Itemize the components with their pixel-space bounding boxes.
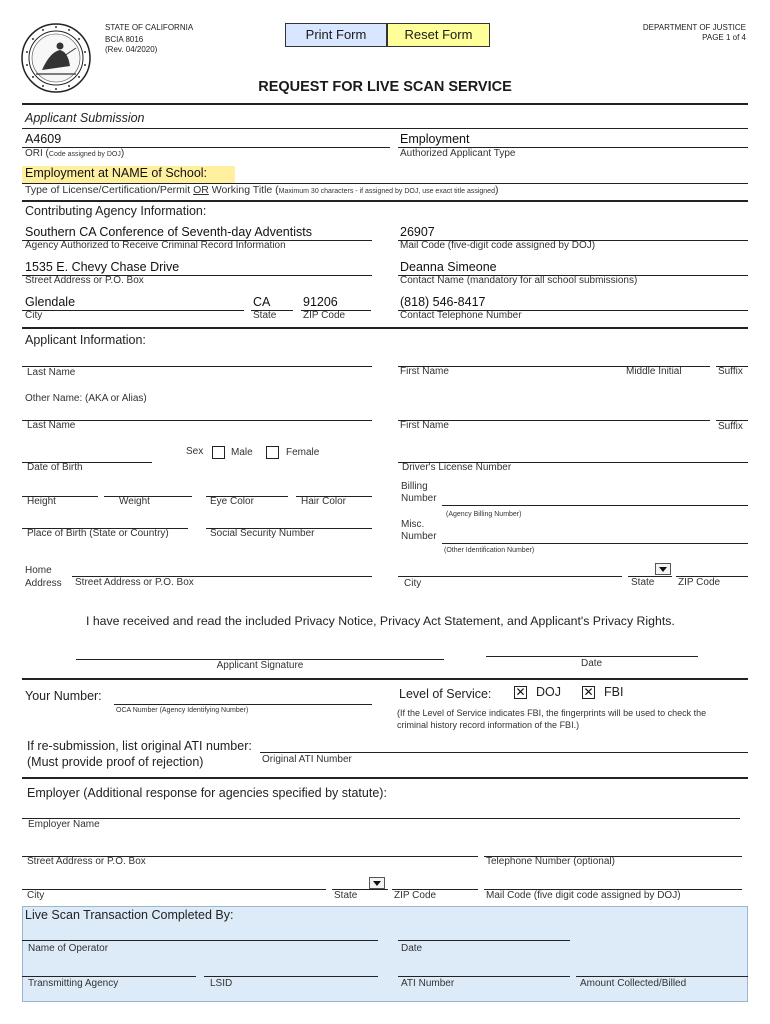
section-divider [22, 678, 748, 680]
home-state-dropdown[interactable] [655, 563, 671, 575]
employer-zip-label: ZIP Code [394, 890, 437, 901]
license-title-field[interactable]: Employment at NAME of School: [22, 166, 235, 183]
oca-note: OCA Number (Agency Identifying Number) [116, 707, 249, 714]
home-city-field[interactable] [398, 576, 622, 577]
signature-label: Applicant Signature [216, 660, 304, 671]
employer-name-field[interactable] [22, 818, 740, 819]
home-street-label: Street Address or P.O. Box [75, 577, 194, 588]
employer-name-label: Employer Name [28, 819, 100, 830]
operator-name-label: Name of Operator [28, 943, 109, 954]
ori-label-end: ) [120, 148, 125, 159]
lsid-field[interactable] [204, 976, 378, 977]
chevron-down-icon [659, 567, 667, 572]
employer-heading: Employer (Additional response for agencies specified by statute): [27, 786, 387, 800]
license-label-end: ) [494, 184, 499, 196]
agency-zip-label: ZIP Code [303, 310, 346, 321]
rule [22, 128, 748, 129]
level-of-service-label: Level of Service: [399, 687, 492, 701]
last-name-label: Last Name [27, 367, 76, 378]
ati-number-label: ATI Number [401, 978, 455, 989]
doj-checkbox[interactable]: ✕ [515, 685, 526, 699]
fbi-label: FBI [604, 685, 624, 699]
license-label-b: Working Title ( [208, 184, 279, 196]
ori-label [25, 148, 124, 159]
place-of-birth-label: Place of Birth (State or Country) [27, 528, 169, 539]
ori-label-text: ORI ( [25, 148, 49, 159]
first-name-label: First Name [400, 366, 449, 377]
resubmission-label-2: (Must provide proof of rejection) [27, 755, 204, 769]
alias-suffix-label: Suffix [718, 421, 743, 432]
form-id: BCIA 8016 [105, 35, 144, 44]
transmitting-agency-label: Transmitting Agency [28, 978, 119, 989]
agency-heading: Contributing Agency Information: [25, 204, 207, 218]
original-ati-field[interactable] [260, 752, 748, 753]
home-city-label: City [404, 578, 422, 589]
agency-name-label: Agency Authorized to Receive Criminal Record Information [25, 240, 286, 251]
alias-last-name-label: Last Name [27, 420, 76, 431]
female-checkbox[interactable] [266, 446, 279, 459]
chevron-down-icon [373, 881, 381, 886]
billing-label-2: Number [401, 493, 437, 504]
billing-number-field[interactable] [442, 505, 748, 506]
agency-city-field[interactable]: Glendale [25, 295, 76, 309]
employer-phone-label: Telephone Number (optional) [486, 856, 615, 867]
contact-name-label: Contact Name (mandatory for all school submissions) [400, 275, 638, 286]
original-ati-label: Original ATI Number [262, 754, 352, 765]
agency-street-field[interactable]: 1535 E. Chevy Chase Drive [25, 260, 180, 274]
mail-code-label: Mail Code (five-digit code assigned by DOJ) [400, 240, 596, 251]
home-address-label-1: Home [25, 565, 52, 576]
dob-label: Date of Birth [27, 462, 83, 473]
fbi-note-2: criminal history record information of the FBI.) [397, 720, 580, 730]
contact-phone-field[interactable]: (818) 546-8417 [400, 295, 486, 309]
section-divider [22, 777, 748, 779]
form-title: REQUEST FOR LIVE SCAN SERVICE [258, 79, 512, 95]
agency-name-field[interactable]: Southern CA Conference of Seventh-day Adventists [25, 225, 312, 239]
fbi-note-1: (If the Level of Service indicates FBI, the fingerprints will be used to check the [397, 708, 707, 718]
eye-color-label: Eye Color [210, 496, 254, 507]
reset-form-button[interactable]: Reset Form [387, 23, 490, 47]
transmitting-agency-field[interactable] [22, 976, 196, 977]
license-label-or: OR [193, 184, 209, 196]
weight-label: Weight [119, 496, 150, 507]
male-checkbox[interactable] [212, 446, 225, 459]
applicant-type-field[interactable]: Employment [400, 132, 470, 146]
mail-code-field[interactable]: 26907 [400, 225, 435, 239]
state-name: STATE OF CALIFORNIA [105, 23, 194, 32]
misc-note: (Other Identification Number) [444, 547, 535, 554]
amount-label: Amount Collected/Billed [580, 978, 687, 989]
live-scan-heading: Live Scan Transaction Completed By: [25, 908, 234, 922]
agency-city-label: City [25, 310, 43, 321]
employer-state-dropdown[interactable] [369, 877, 385, 889]
billing-label-1: Billing [401, 481, 428, 492]
ati-number-field[interactable] [398, 976, 570, 977]
oca-number-field[interactable] [114, 704, 372, 705]
doj-label: DOJ [536, 685, 561, 699]
privacy-statement: I have received and read the included Privacy Notice, Privacy Act Statement, and Applicant's Privacy Rights. [86, 614, 675, 628]
other-name-label: Other Name: (AKA or Alias) [25, 393, 147, 404]
license-label-note: Maximum 30 characters - if assigned by DOJ, use exact title assigned [278, 188, 495, 195]
employer-city-label: City [27, 890, 45, 901]
sex-label: Sex [186, 446, 204, 457]
height-label: Height [27, 496, 56, 507]
home-zip-label: ZIP Code [678, 577, 721, 588]
drivers-license-label: Driver's License Number [402, 462, 512, 473]
ori-field[interactable]: A4609 [25, 132, 62, 146]
agency-street-label: Street Address or P.O. Box [25, 275, 144, 286]
home-address-label-2: Address [25, 578, 62, 589]
ssn-label: Social Security Number [210, 528, 315, 539]
fbi-checkbox[interactable]: ✕ [583, 685, 594, 699]
hair-color-label: Hair Color [301, 496, 347, 507]
employer-mail-code-label: Mail Code (five digit code assigned by DOJ) [486, 890, 681, 901]
applicant-info-heading: Applicant Information: [25, 333, 146, 347]
alias-first-name-label: First Name [400, 420, 449, 431]
employer-city-field[interactable] [22, 889, 326, 890]
signature-date-field[interactable] [486, 656, 698, 657]
license-title-label [25, 184, 498, 196]
suffix-label: Suffix [718, 366, 743, 377]
resubmission-label-1: If re-submission, list original ATI number: [27, 739, 252, 753]
male-label: Male [231, 447, 253, 458]
contact-phone-label: Contact Telephone Number [400, 310, 522, 321]
applicant-type-label: Authorized Applicant Type [400, 148, 516, 159]
agency-state-field[interactable]: CA [253, 295, 271, 309]
signature-date-label: Date [581, 658, 603, 669]
employer-street-label: Street Address or P.O. Box [27, 856, 146, 867]
title-divider [22, 103, 748, 105]
live-scan-date-label: Date [401, 943, 423, 954]
operator-name-field[interactable] [22, 940, 378, 941]
misc-label-2: Number [401, 531, 437, 542]
your-number-label: Your Number: [25, 689, 102, 703]
agency-state-label: State [253, 310, 277, 321]
rule [22, 310, 244, 311]
section-divider [22, 327, 748, 329]
page-number: PAGE 1 of 4 [702, 33, 746, 42]
female-label: Female [286, 447, 320, 458]
middle-initial-label: Middle Initial [626, 366, 682, 377]
contact-name-field[interactable]: Deanna Simeone [400, 260, 497, 274]
agency-zip-field[interactable]: 91206 [303, 295, 338, 309]
billing-note: (Agency Billing Number) [446, 511, 522, 518]
amount-field[interactable] [576, 976, 748, 977]
applicant-submission-heading: Applicant Submission [25, 111, 145, 125]
section-divider [22, 200, 748, 202]
form-revision: (Rev. 04/2020) [105, 45, 158, 54]
employer-state-label: State [334, 890, 358, 901]
lsid-label: LSID [210, 978, 233, 989]
live-scan-date-field[interactable] [398, 940, 570, 941]
license-label-a: Type of License/Certification/Permit [25, 184, 194, 196]
misc-label-1: Misc. [401, 519, 425, 530]
misc-number-field[interactable] [442, 543, 748, 544]
home-state-label: State [631, 577, 655, 588]
department-name: DEPARTMENT OF JUSTICE [642, 23, 746, 32]
ori-label-note: Code assigned by DOJ [48, 151, 121, 158]
print-form-button[interactable]: Print Form [285, 23, 387, 47]
